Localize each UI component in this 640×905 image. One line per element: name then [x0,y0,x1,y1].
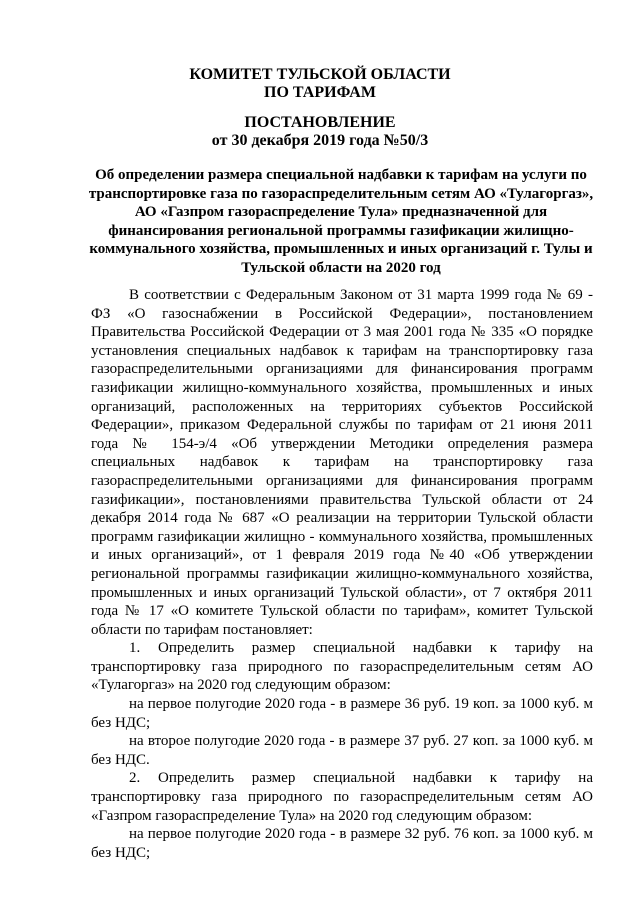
decree-kind: ПОСТАНОВЛЕНИЕ [244,114,396,131]
item-2-paragraph: 2. Определить размер специальной надбавки к тарифу на транспортировку газа природного по газораспределительным сетям АО «Газпром газораспределение Тула» на 2020 год следующим образом: [91,770,593,824]
committee-name-line1: КОМИТЕТ ТУЛЬСКОЙ ОБЛАСТИ [189,66,451,83]
item-2-first-half-rate: на первое полугодие 2020 года - в размере 32 руб. 76 коп. за 1000 куб. м без НДС; [91,826,593,861]
item-1-paragraph: 1. Определить размер специальной надбавки к тарифу на транспортировку газа природного по газораспределительным сетям АО «Тулагоргаз» на 2020 год следующим образом: [91,640,593,694]
committee-name-line2: ПО ТАРИФАМ [264,84,376,101]
preamble-paragraph: В соответствии с Федеральным Законом от 31 марта 1999 года № 69 - ФЗ «О газоснабжении в Российской Федерации», постановлением Правительства Российской Федерации от 3 мая 2001 года № 335 «О порядке установления специальных надбавок к тарифам на транспортировку газа газораспределительными организациями для финансирования программ газификации жилищно-коммунального хозяйства, промышленных и иных организаций, расположенных на территориях субъектов Российской Федерации», приказом Федеральной службы по тарифам от 21 июня 2011 года № 154-э/4 «Об утверждении Методики определения размера специальных надбавок к тарифам на транспортировку газа газораспределительными организациями для финансирования программ газификации», постановлениями правительства Тульской области от 24 декабря 2014 года № 687 «О реализации на территории Тульской области программ газификации жилищно - коммунального хозяйства, промышленных и иных организаций», от 1 февраля 2019 года №40 «Об утверждении региональной программы газификации жилищно-коммунального хозяйства, промышленных и иных организаций Тульской области», от 7 октября 2011 года № 17 «О комитете Тульской области по тарифам», комитет Тульской области по тарифам постановляет: [91,287,593,638]
decree-date-number: от 30 декабря 2019 года №50/3 [211,132,429,149]
item-1-first-half-rate: на первое полугодие 2020 года - в размере 36 руб. 19 коп. за 1000 куб. м без НДС; [91,696,593,731]
decree-body [91,286,593,862]
item-1-second-half-rate: на второе полугодие 2020 года - в размере 37 руб. 27 коп. за 1000 куб. м без НДС. [91,733,593,768]
decree-title: Об определении размера специальной надбавки к тарифам на услуги по транспортировке газа по газораспределительным сетям АО «Тулагоргаз», АО «Газпром газораспределение Тула» предназначенной для финансирования региональной программы газификации жилищно-коммунального хозяйства, промышленных и иных организаций г. Тулы и Тульской области на 2020 год [88,167,594,276]
